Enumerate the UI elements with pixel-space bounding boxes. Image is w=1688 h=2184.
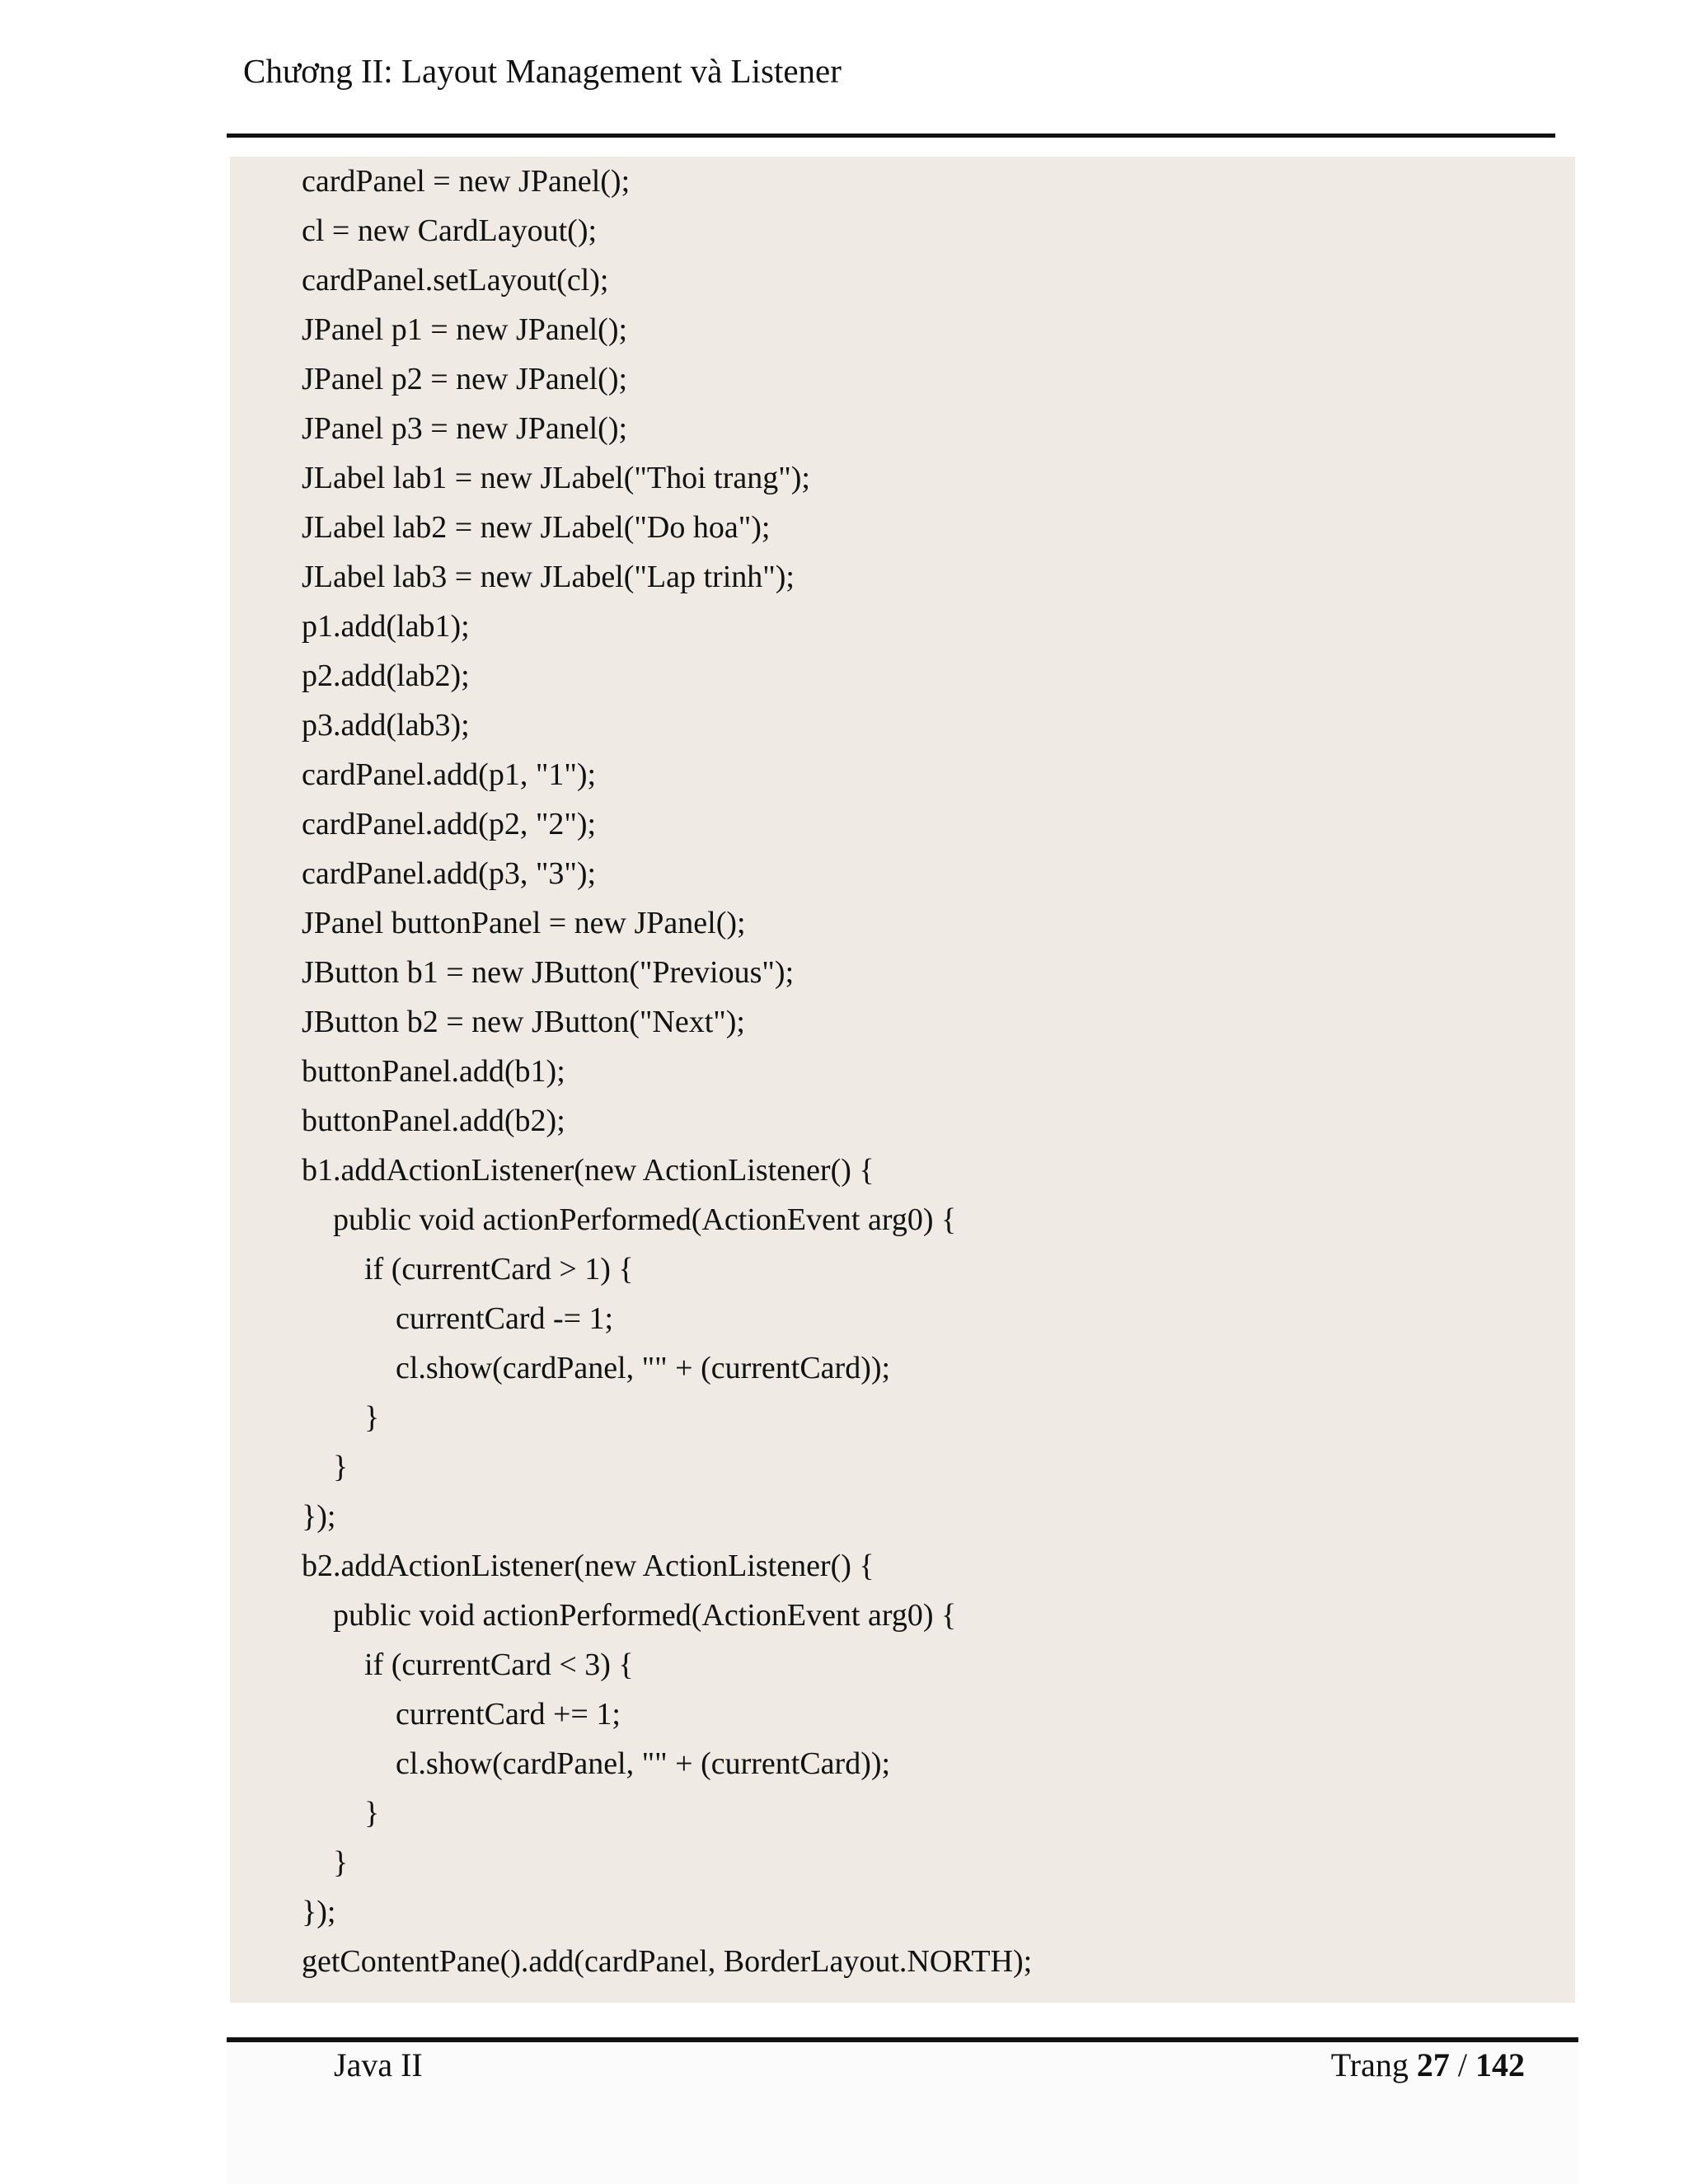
code-line: JLabel lab3 = new JLabel("Lap trinh"); (302, 560, 795, 594)
code-line: currentCard += 1; (302, 1697, 621, 1732)
code-line: cardPanel.setLayout(cl); (302, 263, 609, 298)
code-line: }); (302, 1499, 336, 1534)
code-line: JPanel p3 = new JPanel(); (302, 411, 628, 446)
page-label: Trang (1330, 2046, 1417, 2083)
code-line: p1.add(lab1); (302, 609, 470, 644)
page-total: 142 (1475, 2046, 1525, 2083)
code-line: JLabel lab1 = new JLabel("Thoi trang"); (302, 461, 810, 495)
code-line: public void actionPerformed(ActionEvent arg0) { (302, 1202, 957, 1237)
code-line: buttonPanel.add(b2); (302, 1104, 565, 1138)
code-line: } (302, 1450, 349, 1484)
code-line: cl = new CardLayout(); (302, 213, 598, 248)
code-line: b1.addActionListener(new ActionListener() { (302, 1153, 874, 1188)
header-divider (227, 134, 1555, 138)
code-line: buttonPanel.add(b1); (302, 1054, 565, 1089)
code-line: cardPanel.add(p1, "1"); (302, 757, 597, 792)
code-line: JButton b1 = new JButton("Previous"); (302, 955, 795, 990)
code-line: currentCard -= 1; (302, 1301, 614, 1336)
code-line: public void actionPerformed(ActionEvent arg0) { (302, 1598, 957, 1633)
code-line: p2.add(lab2); (302, 658, 470, 693)
code-line: } (302, 1796, 380, 1830)
code-line: }); (302, 1895, 336, 1929)
code-line: if (currentCard > 1) { (302, 1252, 634, 1286)
code-line: if (currentCard < 3) { (302, 1647, 634, 1682)
code-line: p3.add(lab3); (302, 708, 470, 743)
footer-page-number (1331, 2042, 1525, 2088)
code-line: JButton b2 = new JButton("Next"); (302, 1005, 745, 1039)
code-line: b2.addActionListener(new ActionListener() { (302, 1549, 874, 1583)
code-line: JPanel p1 = new JPanel(); (302, 312, 628, 347)
code-line: JPanel buttonPanel = new JPanel(); (302, 906, 746, 940)
page-current: 27 (1416, 2046, 1450, 2083)
page-header-title: Chương II: Layout Management và Listener (243, 52, 842, 90)
code-block (230, 157, 1575, 2003)
code-line: cardPanel.add(p2, "2"); (302, 807, 597, 841)
footer-course-name: Java II (334, 2046, 423, 2083)
code-line: } (302, 1400, 380, 1435)
code-line: cardPanel.add(p3, "3"); (302, 856, 597, 891)
code-line: JPanel p2 = new JPanel(); (302, 362, 628, 396)
code-line: cardPanel = new JPanel(); (302, 164, 631, 199)
code-line: } (302, 1845, 349, 1880)
page-separator: / (1449, 2046, 1475, 2083)
code-line: JLabel lab2 = new JLabel("Do hoa"); (302, 510, 771, 545)
code-line: cl.show(cardPanel, "" + (currentCard)); (302, 1746, 891, 1781)
code-line: cl.show(cardPanel, "" + (currentCard)); (302, 1351, 891, 1385)
code-line: getContentPane().add(cardPanel, BorderLayout.NORTH); (302, 1944, 1033, 1979)
